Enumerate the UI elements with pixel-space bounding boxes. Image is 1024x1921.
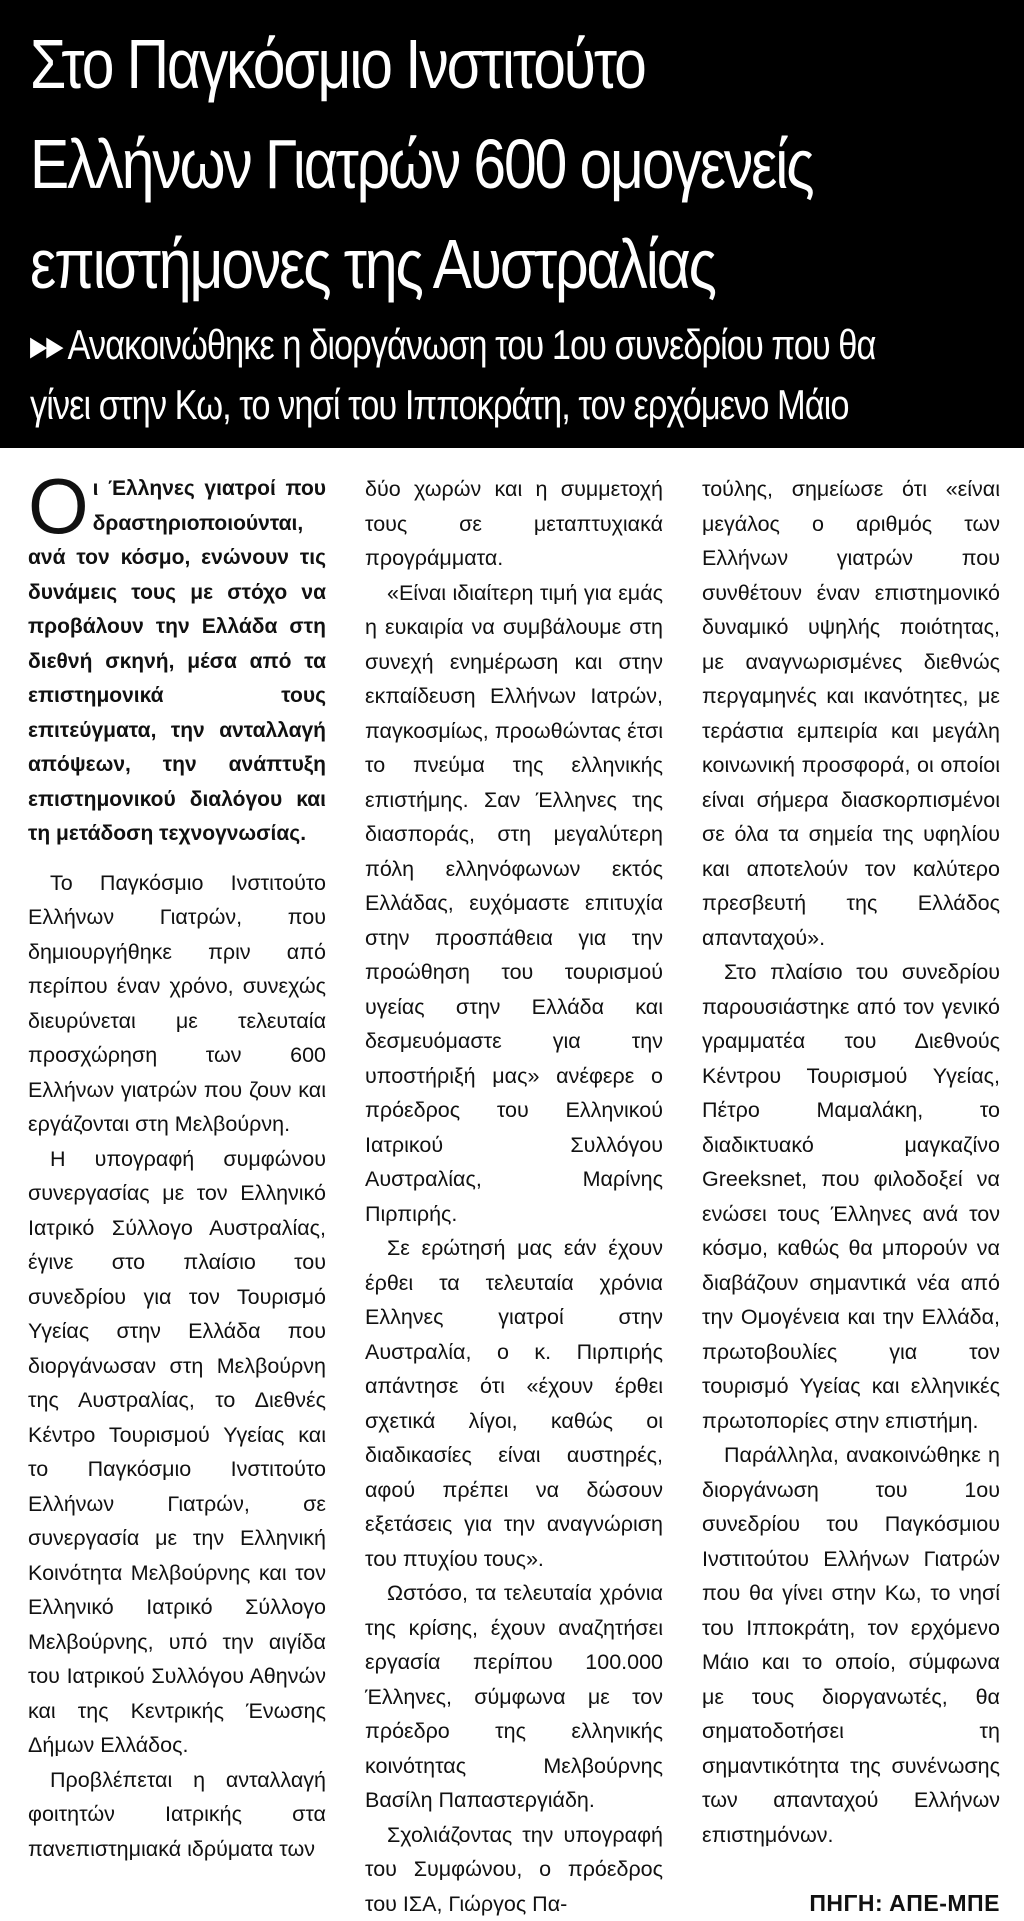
paragraph: «Είναι ιδιαίτερη τιμή για εμάς η ευκαιρία να συμβάλουμε στη συνεχή ενημέρωση και στην εκπαίδευση Ελλήνων Ιατρών, παγκοσμίως, προωθώντας έτσι το πνεύμα της ελληνικής επιστήμης. Σαν Έλληνες της διασποράς, στη μεγαλύτερη πόλη ελληνόφωνων εκτός Ελλάδας, ευχόμαστε επιτυχία στην προσπάθεια για την προώθηση του τουρισμού υγείας στην Ελλάδα και δεσμευόμαστε για την υποστήριξή μας» ανέφερε ο πρόεδρος του Ελληνικού Ιατρικού Συλλόγου Αυστραλίας, Μαρίνης Πιρπιρής. [365,576,663,1232]
paragraph-continued: δύο χωρών και η συμμετοχή τους σε μεταπτυχιακά προγράμματα. [365,472,663,576]
paragraph-continued: τούλης, σημείωσε ότι «είναι μεγάλος ο αριθμός των Ελλήνων γιατρών που συνθέτουν έναν επιστημονικό δυναμικό υψηλής ποιότητας, με αναγνωρισμένες διεθνώς περγαμηνές και ικανότητες, με τεράστια εμπειρία και μεγάλη κοινωνική προσφορά, οι οποίοι είναι σήμερα διασκορπισμένοι σε όλα τα σημεία της υφηλίου και αποτελούν τον καλύτερο πρεσβευτή της Ελλάδος απανταχού». [702,472,1000,955]
paragraph: Παράλληλα, ανακοινώθηκε η διοργάνωση του 1ου συνεδρίου του Παγκόσμιου Ινστιτούτου Ελλήνων Γιατρών που θα γίνει στην Κω, το νησί του Ιπποκράτη, τον ερχόμενο Μάιο και το οποίο, σύμφωνα με τους διοργανωτές, θα σηματοδοτήσει τη σημαντικότητα της συνένωσης των απανταχού Ελλήνων επιστημόνων. [702,1438,1000,1852]
column-3 [702,472,1000,1921]
headline-line-2: Ελλήνων Γιατρών 600 ομογενείς [30,125,812,203]
subheadline-line-2: γίνει στην Κω, το νησί του Ιπποκράτη, τον ερχόμενο Μάιο [30,375,981,435]
paragraph: Σε ερώτησή μας εάν έχουν έρθει τα τελευταία χρόνια Ελληνες γιατροί στην Αυστραλία, ο κ. Πιρπιρής απάντησε ότι «έχουν έρθει σχετικά λίγοι, καθώς οι διαδικασίες είναι αυστηρές, αφού πρέπει να δώσουν εξετάσεις για την αναγνώριση του πτυχίου τους». [365,1231,663,1576]
paragraph: Ωστόσο, τα τελευταία χρόνια της κρίσης, έχουν αναζητήσει εργασία περίπου 100.000 Έλληνες, σύμφωνα με τον πρόεδρο της ελληνικής κοινότητας Μελβούρνης Βασίλη Παπαστεργιάδη. [365,1576,663,1818]
subheadline [30,315,981,435]
headline [30,14,840,314]
source-credit: ΠΗΓΗ: ΑΠΕ-ΜΠΕ [702,1886,1000,1921]
lead-paragraph: Οι Έλληνες γιατροί που δραστηριοποιούνται, ανά τον κόσμο, ενώνουν τις δυνάμεις τους με στόχο να προβάλουν την Ελλάδα στη διεθνή σκηνή, μέσα από τα επιστημονικά τους επιτεύγματα, την ανταλλαγή απόψεων, την ανάπτυξη επιστημονικού διαλόγου και τη μετάδοση τεχνογνωσίας. [28,472,326,852]
double-arrow-icon: ▸▸ [30,321,63,368]
column-2 [365,472,663,1921]
headline-banner [0,0,1024,448]
paragraph: Το Παγκόσμιο Ινστιτούτο Ελλήνων Γιατρών, που δημιουργήθηκε πριν από περίπου έναν χρόνο, συνεχώς διευρύνεται με τελευταία προσχώρηση των 600 Ελλήνων γιατρών που ζουν και εργάζονται στη Μελβούρνη. [28,866,326,1142]
paragraph: Η υπογραφή συμφώνου συνεργασίας με τον Ελληνικό Ιατρικό Σύλλογο Αυστραλίας, έγινε στο πλαίσιο του συνεδρίου για τον Τουρισμό Υγείας στην Ελλάδα που διοργάνωσαν στη Μελβούρνη της Αυστραλίας, το Διεθνές Κέντρο Τουρισμού Υγείας και το Παγκόσμιο Ινστιτούτο Ελλήνων Γιατρών, σε συνεργασία με την Ελληνική Κοινότητα Μελβούρνης και τον Ελληνικό Ιατρικό Σύλλογο Μελβούρνης, υπό την αιγίδα του Ιατρικού Συλλόγου Αθηνών και της Κεντρικής Ένωσης Δήμων Ελλάδος. [28,1142,326,1763]
paragraph: Προβλέπεται η ανταλλαγή φοιτητών Ιατρικής στα πανεπιστημιακά ιδρύματα των [28,1763,326,1867]
article-body [28,472,1000,1772]
paragraph: Σχολιάζοντας την υπογραφή του Συμφώνου, ο πρόεδρος του ΙΣΑ, Γιώργος Πα- [365,1818,663,1921]
headline-line-1: Στο Παγκόσμιο Ινστιτούτο [30,25,645,103]
paragraph: Στο πλαίσιο του συνεδρίου παρουσιάστηκε από τον γενικό γραμματέα του Διεθνούς Κέντρου Τουρισμού Υγείας, Πέτρο Μαμαλάκη, το διαδικτυακό μαγκαζίνο Greeksnet, που φιλοδοξεί να ενώσει τους Έλληνες ανά τον κόσμο, καθώς θα μπορούν να διαβάζουν σημαντικά νέα από την Ομογένεια και την Ελλάδα, πρωτοβουλίες για τον τουρισμό Υγείας και ελληνικές πρωτοπορίες στην επιστήμη. [702,955,1000,1438]
column-1 [28,472,326,1866]
headline-line-3: επιστήμονες της Αυστραλίας [30,225,715,303]
drop-cap: Ο [28,474,89,538]
subheadline-line-1: ▸▸ Ανακοινώθηκε η διοργάνωση του 1ου συνεδρίου που θα [30,315,981,375]
